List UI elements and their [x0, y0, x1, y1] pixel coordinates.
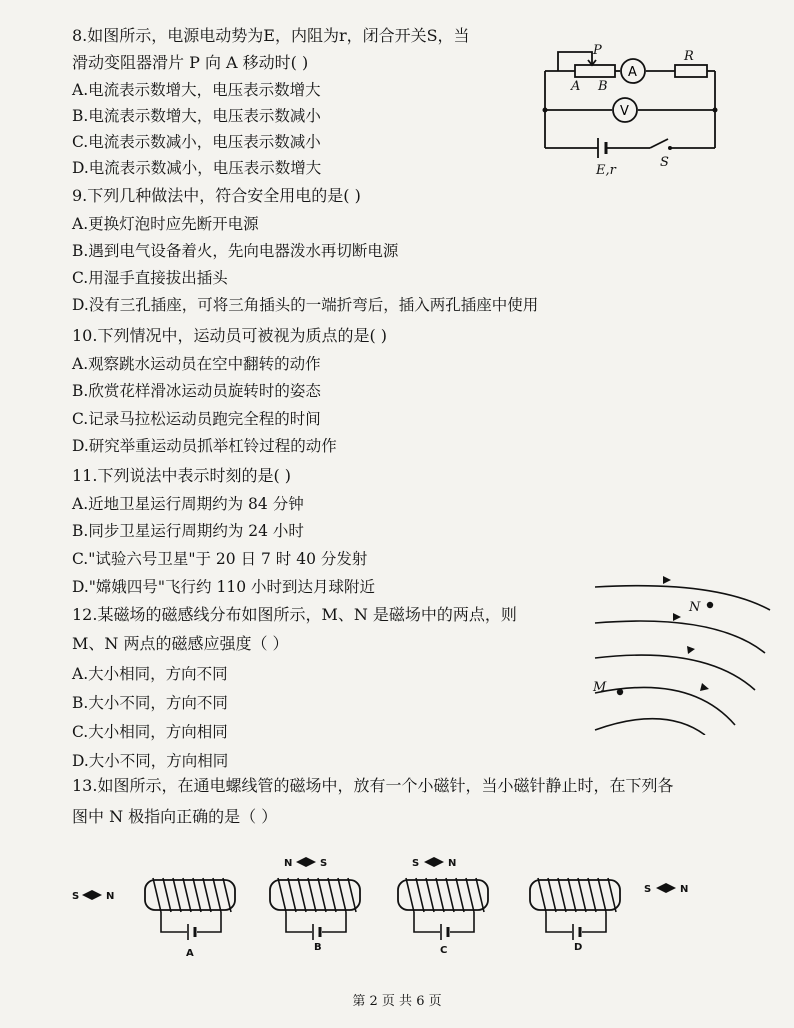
q13-solenoid-figures [60, 850, 720, 965]
q11-option-d: D."嫦娥四号"飞行约 110 小时到达月球附近 [72, 578, 376, 596]
figure-d-right-pole: N [680, 884, 689, 895]
label-source: E,r [596, 163, 616, 178]
label-switch: S [660, 155, 669, 170]
q12-option-a: A.大小相同，方向不同 [72, 665, 228, 683]
q11-stem: 11.下列说法中表示时刻的是( ) [72, 466, 292, 485]
arrow-icon [687, 646, 695, 654]
q9-option-c: C.用湿手直接拔出插头 [72, 269, 228, 287]
q10-option-a: A.观察跳水运动员在空中翻转的动作 [72, 355, 321, 373]
q8-stem-line1: 8.如图所示，电源电动势为E，内阻为r，闭合开关S，当 [72, 26, 470, 45]
label-n: N [689, 600, 701, 615]
figure-b-right-pole: S [320, 858, 328, 869]
switch-symbol [650, 139, 668, 148]
q9-stem: 9.下列几种做法中，符合安全用电的是( ) [72, 186, 361, 205]
q10-stem: 10.下列情况中，运动员可被视为质点的是( ) [72, 326, 388, 345]
q8-stem-line2: 滑动变阻器滑片 P 向 A 移动时( ) [72, 53, 309, 72]
q8-circuit-diagram [530, 38, 730, 183]
compass-needle-icon [82, 890, 102, 900]
q8-option-a: A.电流表示数增大，电压表示数增大 [72, 81, 321, 99]
q8-option-d: D.电流表示数减小，电压表示数增大 [72, 159, 322, 177]
q10-option-b: B.欣赏花样滑冰运动员旋转时的姿态 [72, 382, 321, 400]
q12-stem-line1: 12.某磁场的磁感线分布如图所示，M、N 是磁场中的两点，则 [72, 605, 517, 624]
label-r: R [684, 49, 694, 64]
q9-option-b: B.遇到电气设备着火，先向电器泼水再切断电源 [72, 242, 399, 260]
arrow-icon [663, 576, 671, 584]
point-m [617, 689, 623, 695]
q12-option-b: B.大小不同，方向不同 [72, 694, 228, 712]
field-line [595, 655, 755, 690]
figure-a-left-pole: S [72, 891, 80, 902]
figure-d [530, 878, 688, 953]
figure-c-right-pole: N [448, 858, 457, 869]
label-b-end: B [598, 79, 608, 94]
label-p: P [593, 43, 602, 58]
figure-b-left-pole: N [284, 858, 293, 869]
ammeter-label: A [628, 65, 637, 80]
q13-stem-line1: 13.如图所示，在通电螺线管的磁场中，放有一个小磁针，当小磁针静止时，在下列各 [72, 776, 674, 795]
q12-option-d: D.大小不同，方向相同 [72, 752, 229, 770]
figure-a-right-pole: N [106, 891, 115, 902]
figure-b-label: B [314, 942, 322, 953]
q11-option-a: A.近地卫星运行周期约为 84 分钟 [72, 495, 304, 513]
q8-option-b: B.电流表示数增大，电压表示数减小 [72, 107, 321, 125]
q12-stem-line2: M、N 两点的磁感应强度（ ） [72, 634, 289, 653]
figure-c-left-pole: S [412, 858, 420, 869]
figure-a-label: A [186, 948, 194, 959]
q12-option-c: C.大小相同，方向相同 [72, 723, 228, 741]
resistor-r [675, 65, 707, 77]
page-footer: 第 2 页 共 6 页 [352, 994, 442, 1009]
label-m: M [593, 680, 607, 695]
voltmeter-label: V [620, 104, 629, 119]
figure-c [398, 857, 488, 956]
rheostat [575, 65, 615, 77]
q13-stem-line2: 图中 N 极指向正确的是（ ） [72, 807, 278, 826]
q11-option-c: C."试验六号卫星"于 20 日 7 时 40 分发射 [72, 550, 368, 568]
figure-d-left-pole: S [644, 884, 652, 895]
compass-needle-icon [424, 857, 444, 867]
field-line [595, 586, 770, 610]
figure-b [270, 857, 360, 953]
q8-option-c: C.电流表示数减小，电压表示数减小 [72, 133, 321, 151]
field-line [595, 621, 765, 653]
q9-option-a: A.更换灯泡时应先断开电源 [72, 215, 259, 233]
compass-needle-icon [656, 883, 676, 893]
q9-option-d: D.没有三孔插座，可将三角插头的一端折弯后，插入两孔插座中使用 [72, 296, 539, 314]
q10-option-d: D.研究举重运动员抓举杠铃过程的动作 [72, 437, 337, 455]
compass-needle-icon [296, 857, 316, 867]
figure-c-label: C [440, 945, 448, 956]
q12-magnetic-field-diagram [585, 565, 775, 735]
field-line [595, 719, 705, 735]
arrow-icon [700, 683, 709, 691]
figure-a [72, 878, 235, 959]
figure-d-label: D [574, 942, 583, 953]
label-a-end: A [571, 79, 581, 94]
arrow-icon [673, 613, 681, 621]
q11-option-b: B.同步卫星运行周期约为 24 小时 [72, 522, 304, 540]
point-n [707, 602, 713, 608]
q10-option-c: C.记录马拉松运动员跑完全程的时间 [72, 410, 321, 428]
